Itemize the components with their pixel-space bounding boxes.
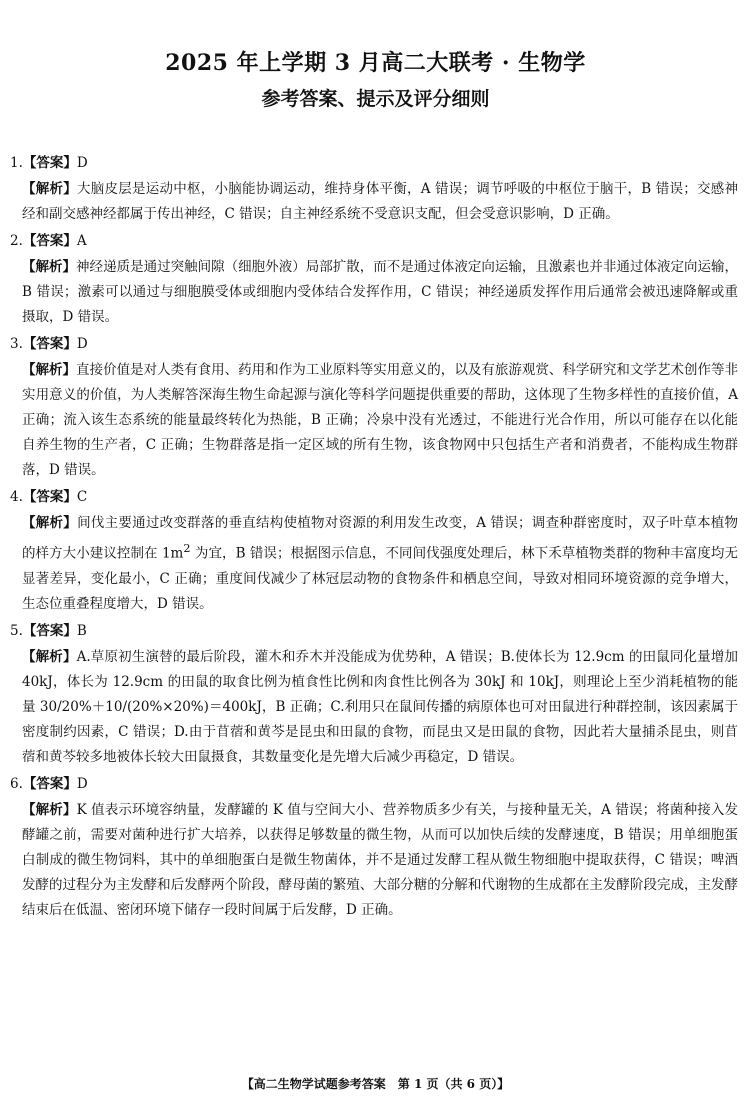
question-1 (10, 152, 738, 227)
explanation-label: 【解析】 (22, 648, 77, 665)
question-6 (10, 773, 738, 923)
answer-line (10, 230, 738, 253)
explanation-text: A.草原初生演替的最后阶段，灌木和乔木并没能成为优势种，A 错误；B.使体长为 12.9cm 的田鼠同化量增加 40kJ，体长为 12.9cm 的田鼠的取食比例为植食性比例和肉食性比例各为 30kJ 和 10kJ，则理论上至少消耗植物的能量 30/20%＋10/(20%×20%)＝400kJ，B 正确；C.利用只在鼠间传播的病原体也可对田鼠进行种群控制，该因素属于密度制约因素，C 错误；D.由于苜蓿和黄芩是昆虫和田鼠的食物，而昆虫又是田鼠的食物，因此若大量捕杀昆虫，则苜蓿和黄芩较多地被体长较大田鼠摄食，其数量变化是先增大后减少再稳定，D 错误。 (22, 648, 739, 765)
question-number: 2. (10, 233, 23, 249)
answer-value: D (76, 775, 88, 792)
answer-value: D (76, 155, 88, 171)
question-5 (10, 620, 739, 770)
question-3 (10, 333, 739, 483)
explanation-text: 神经递质是通过突触间隙（细胞外液）局部扩散，而不是通过体液定向运输，且激素也并非通过体液定向运输，B 错误；激素可以通过与细胞膜受体或细胞内受体结合发挥作用，C 错误；神经递质发挥作用后通常会被迅速降解或重摄取，D 错误。 (22, 259, 739, 325)
explanation (22, 511, 738, 617)
question-number: 3. (10, 336, 23, 352)
answer-line (10, 486, 738, 509)
page-footer: 【高二生物学试题参考答案 第 1 页（共 6 页）】 (241, 1077, 510, 1091)
answer-value: B (76, 622, 87, 639)
answer-label: 【答案】 (22, 622, 77, 639)
explanation (22, 645, 738, 770)
explanation (22, 255, 738, 330)
explanation-text: K 值表示环境容纳量，发酵罐的 K 值与空间大小、营养物质多少有关，与接种量无关，A 错误；将菌种接入发酵罐之前，需要对菌种进行扩大培养，以获得足够数量的微生物，从而可以加快后续的发酵速度，B 错误；用单细胞蛋白制成的微生物饲料，其中的单细胞蛋白是微生物菌体，并不是通过发酵工程从微生物细胞中提取获得，C 错误；啤酒发酵的过程分为主发酵和后发酵两个阶段，酵母菌的繁殖、大部分糖的分解和代谢物的生成都在主发酵阶段完成，主发酵结束后在低温、密闭环境下储存一段时间属于后发酵，D 正确。 (22, 801, 738, 918)
question-number: 4. (10, 489, 23, 505)
superscript-exponent: 2 (183, 542, 191, 555)
answer-value: D (76, 336, 88, 352)
explanation-label: 【解析】 (22, 515, 78, 531)
question-number: 1. (10, 155, 23, 171)
answer-line (10, 773, 738, 796)
explanation-text: 间伐主要通过改变群落的垂直结构使植物对资源的利用发生改变，A 错误；调查种群密度时，双子叶草本植物的样方大小建议控制在 1m (22, 515, 738, 562)
answer-label: 【答案】 (22, 775, 77, 792)
answer-line (10, 620, 738, 643)
question-number: 6. (10, 775, 23, 792)
explanation-text: 大脑皮层是运动中枢，小脑能协调运动，维持身体平衡，A 错误；调节呼吸的中枢位于脑干，B 错误；交感神经和副交感神经都属于传出神经，C 错误；自主神经系统不受意识支配，但会受意识影响，D 正确。 (22, 181, 738, 222)
answer-label: 【答案】 (22, 489, 77, 505)
explanation-label: 【解析】 (22, 362, 77, 378)
explanation (22, 177, 738, 227)
question-2 (10, 230, 739, 330)
explanation-text-continued: 为宜，B 错误；根据图示信息，不同间伐强度处理后，林下禾草植物类群的物种丰富度均无显著差异，变化最小，C 正确；重度间伐减少了林冠层动物的食物条件和栖息空间，导致对相同环境资源的竞争增大，生态位重叠程度增大，D 错误。 (22, 545, 738, 612)
answer-line (10, 333, 738, 356)
page-subtitle: 参考答案、提示及评分细则 (261, 88, 490, 110)
explanation (22, 358, 738, 483)
explanation-label: 【解析】 (22, 181, 77, 197)
answer-value: C (76, 489, 88, 505)
answer-label: 【答案】 (22, 155, 77, 171)
answer-label: 【答案】 (22, 233, 77, 249)
question-number: 5. (10, 622, 23, 639)
explanation (22, 798, 738, 923)
explanation-label: 【解析】 (22, 259, 77, 275)
question-4 (10, 486, 738, 617)
answers-list (10, 152, 739, 926)
explanation-text: 直接价值是对人类有食用、药用和作为工业原料等实用意义的，以及有旅游观赏、科学研究和文学艺术创作等非实用意义的价值，为人类解答深海生物生命起源与演化等科学问题提供重要的帮助，这体现了生物多样性的直接价值，A 正确；流入该生态系统的能量最终转化为热能，B 正确；冷泉中没有光透过，不能进行光合作用，所以可能存在以化能自养生物的生产者，C 正确；生物群落是指一定区域的所有生物，该食物网中只包括生产者和消费者，不能构成生物群落，D 错误。 (22, 362, 739, 478)
explanation-label: 【解析】 (22, 801, 77, 818)
answer-line (10, 152, 738, 175)
answer-label: 【答案】 (22, 336, 77, 352)
answer-value: A (76, 233, 87, 249)
page-title: 2025 年上学期 3 月高二大联考 · 生物学 (165, 50, 586, 76)
